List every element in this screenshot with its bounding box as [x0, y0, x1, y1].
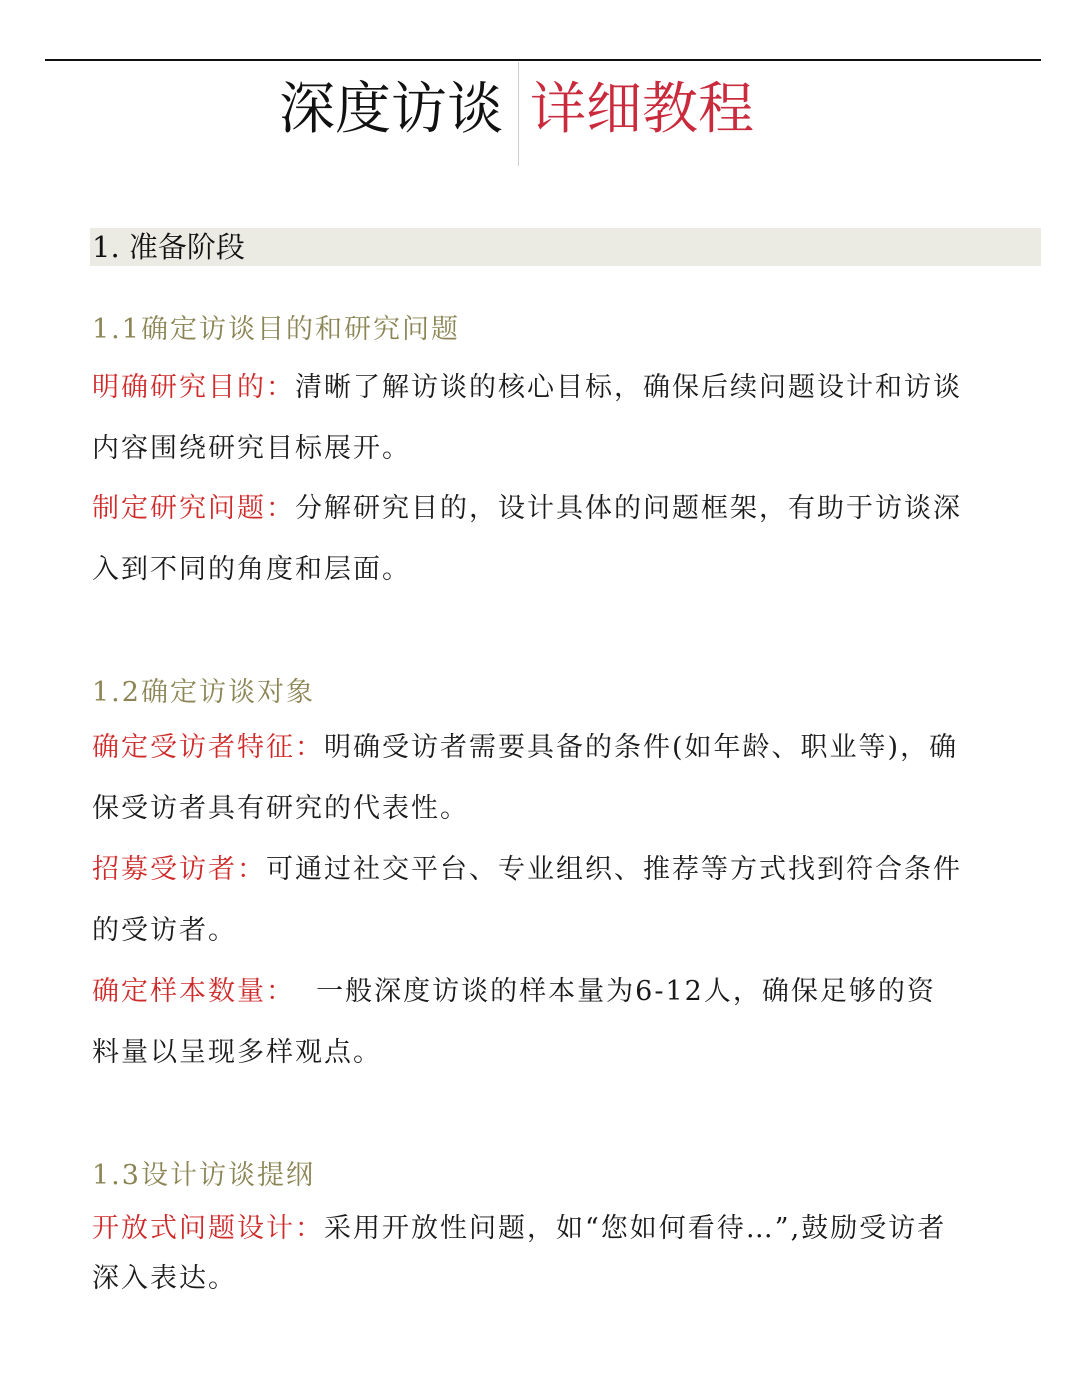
- paragraph-text: 可通过社交平台、专业组织、推荐等方式找到符合条件的受访者。: [92, 854, 962, 946]
- paragraph-label: 开放式问题设计：: [92, 1213, 324, 1244]
- paragraph: [92, 1204, 962, 1304]
- subsection-heading-1-1: 1.1确定访谈目的和研究问题: [92, 314, 460, 345]
- top-rule: [45, 59, 1041, 61]
- title-divider: [518, 62, 519, 166]
- page-title: [0, 74, 1080, 168]
- paragraph-text: 明确受访者需要具备的条件(如年龄、职业等)，确保受访者具有研究的代表性。: [92, 732, 959, 824]
- paragraph-text: 分解研究目的，设计具体的问题框架，有助于访谈深入到不同的角度和层面。: [92, 493, 962, 585]
- paragraph-text: 清晰了解访谈的核心目标，确保后续问题设计和访谈内容围绕研究目标展开。: [92, 372, 962, 464]
- paragraph-label: 制定研究问题：: [92, 493, 295, 524]
- paragraph-label: 确定样本数量：: [92, 976, 295, 1007]
- paragraph-label: 明确研究目的：: [92, 372, 295, 403]
- section-title: 1. 准备阶段: [92, 230, 245, 264]
- paragraph-label: 确定受访者特征：: [92, 732, 324, 763]
- subsection-heading-1-2: 1.2确定访谈对象: [92, 677, 315, 708]
- subsection-heading-1-3: 1.3设计访谈提纲: [92, 1160, 315, 1191]
- title-accent: 详细教程: [530, 77, 754, 142]
- paragraph: [92, 839, 962, 961]
- paragraph: [92, 478, 962, 600]
- paragraph: [92, 357, 962, 479]
- paragraph: [92, 717, 962, 839]
- paragraph: [92, 961, 962, 1083]
- paragraph-text: 一般深度访谈的样本量为6-12人，确保足够的资料量以呈现多样观点。: [92, 976, 936, 1068]
- paragraph-text: 采用开放性问题，如“您如何看待…”,鼓励受访者深入表达。: [92, 1213, 947, 1294]
- title-main: 深度访谈: [279, 77, 503, 142]
- paragraph-label: 招募受访者：: [92, 854, 266, 885]
